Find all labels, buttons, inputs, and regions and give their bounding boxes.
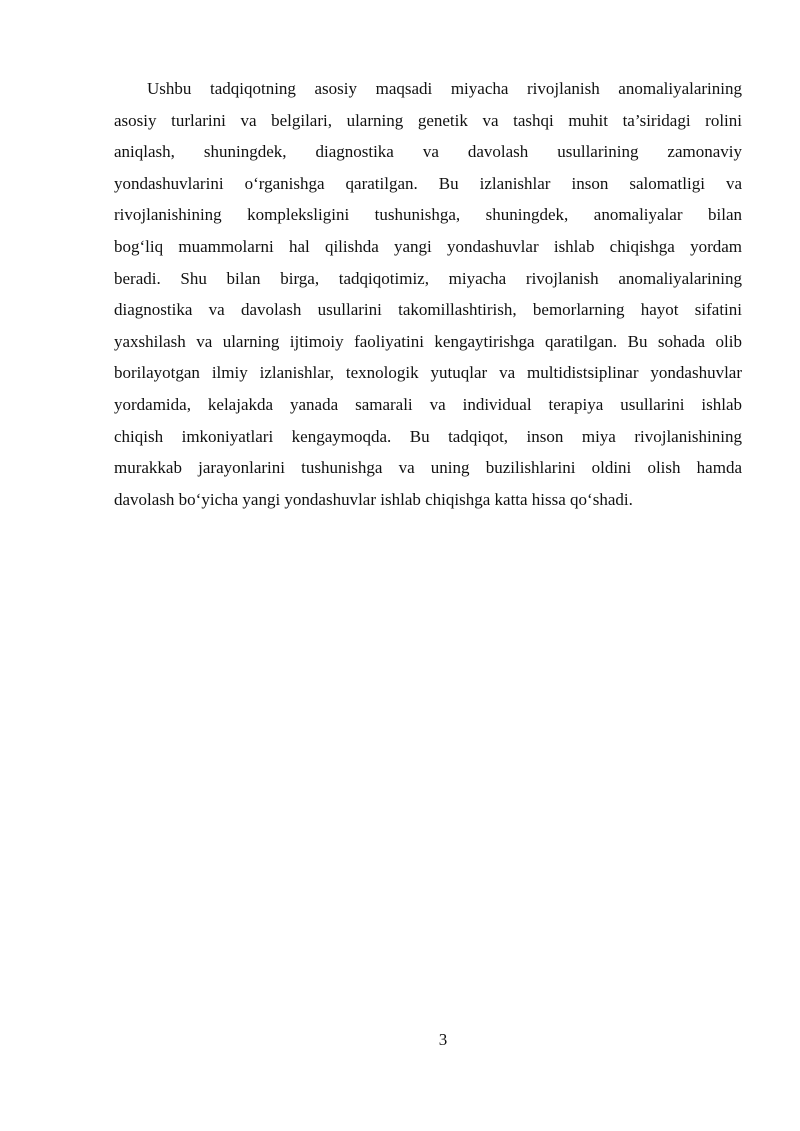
paragraph-line: davolash bo‘yicha yangi yondashuvlar ishlab chiqishga katta hissa qo‘shadi. xyxy=(114,489,633,509)
paragraph-line: yaxshilash va ularning ijtimoiy faoliyatini kengaytirishga qaratilgan. Bu sohada olib xyxy=(114,331,742,351)
paragraph-line: chiqish imkoniyatlari kengaymoqda. Bu tadqiqot, inson miya rivojlanishining xyxy=(114,426,742,446)
paragraph-line: asosiy turlarini va belgilari, ularning genetik va tashqi muhit ta’siridagi rolini xyxy=(114,110,742,130)
paragraph-line: Ushbu tadqiqotning asosiy maqsadi miyacha rivojlanish anomaliyalarining xyxy=(147,79,742,98)
paragraph-line: beradi. Shu bilan birga, tadqiqotimiz, miyacha rivojlanish anomaliyalarining xyxy=(114,268,742,288)
paragraph-line: rivojlanishining kompleksligini tushunishga, shuningdek, anomaliyalar bilan xyxy=(114,205,742,225)
body-paragraph xyxy=(114,73,742,515)
paragraph-line: yondashuvlarini o‘rganishga qaratilgan. Bu izlanishlar inson salomatligi va xyxy=(114,173,742,193)
paragraph-line: murakkab jarayonlarini tushunishga va uning buzilishlarini oldini olish hamda xyxy=(114,458,742,478)
paragraph-line: diagnostika va davolash usullarini takomillashtirish, bemorlarning hayot sifatini xyxy=(114,300,742,320)
paragraph-line: yordamida, kelajakda yanada samarali va individual terapiya usullarini ishlab xyxy=(114,394,742,414)
paragraph-line: borilayotgan ilmiy izlanishlar, texnologik yutuqlar va multidistsiplinar yondashuvlar xyxy=(114,363,742,383)
page-number: 3 xyxy=(438,1030,448,1049)
paragraph-line: bog‘liq muammolarni hal qilishda yangi yondashuvlar ishlab chiqishga yordam xyxy=(114,236,742,256)
paragraph-line: aniqlash, shuningdek, diagnostika va davolash usullarining zamonaviy xyxy=(114,142,742,162)
